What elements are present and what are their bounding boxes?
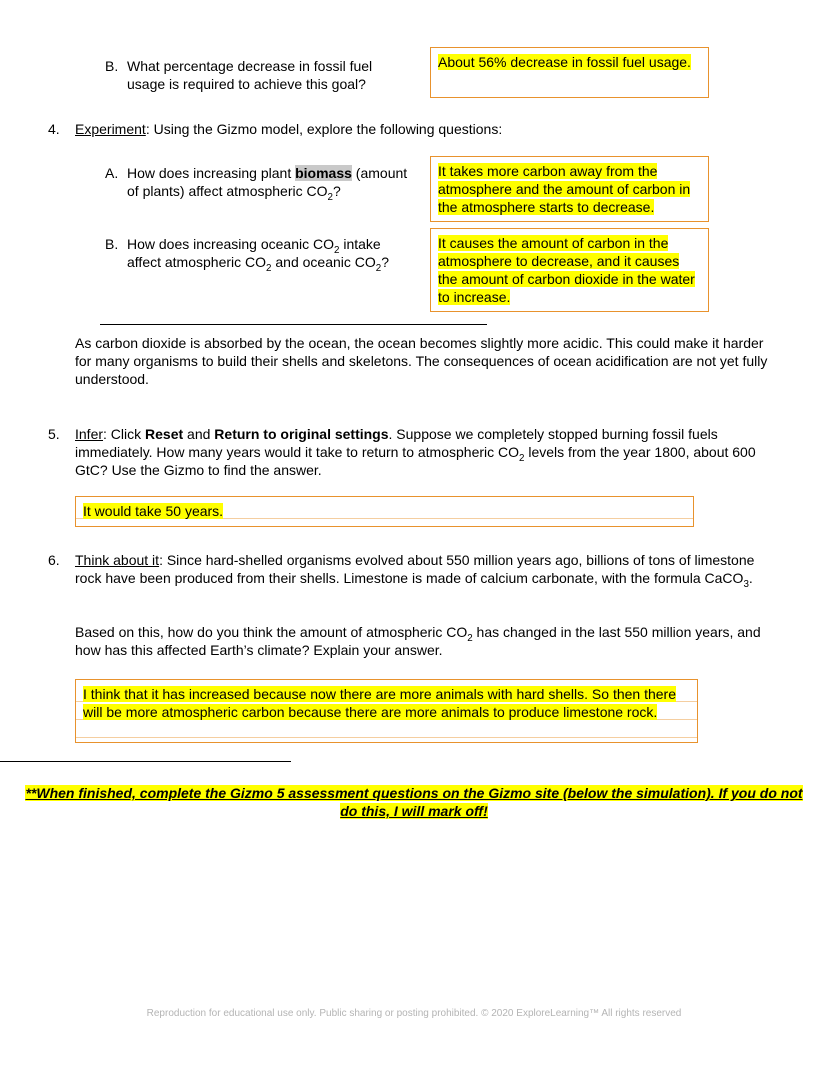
answer-box-4b[interactable] xyxy=(430,228,709,312)
question-4a-text: How does increasing plant biomass (amount of plants) affect atmospheric $CO_2$? xyxy=(127,165,408,203)
answer-5-text: It would take 50 years. xyxy=(83,503,224,519)
question-5 xyxy=(48,425,782,479)
question-4b xyxy=(105,235,417,274)
question-4b-text: How does increasing oceanic $CO_2$ intake affect atmospheric $CO_2$ and oceanic $CO_2$? xyxy=(127,236,390,274)
question-4b-label: B. xyxy=(105,236,119,252)
answer-box-5[interactable] xyxy=(75,496,694,527)
question-6-followup: Based on this, how do you think the amount of atmospheric $CO_2$ has changed in the last 550 million years, and how has this affected Earth’s climate? Explain your answer. xyxy=(75,624,761,658)
fill-in-line-1 xyxy=(100,324,487,325)
question-4a xyxy=(105,164,417,203)
question-4a-label: A. xyxy=(105,165,119,181)
question-3b-text: What percentage decrease in fossil fuel usage is required to achieve this goal? xyxy=(127,58,373,92)
question-3b xyxy=(105,57,410,93)
answer-4a-text: It takes more carbon away from the atmosphere and the amount of carbon in the atmosphere starts to decrease. xyxy=(438,163,691,215)
fill-in-line-2 xyxy=(0,761,291,762)
question-6 xyxy=(48,551,782,590)
answer-4b-text: It causes the amount of carbon in the atmosphere to decrease, and it causes the amount of carbon dioxide in the water to increase. xyxy=(438,235,695,305)
answer-box-6[interactable] xyxy=(75,679,698,743)
final-instruction-text: **When finished, complete the Gizmo 5 assessment questions on the Gizmo site (below the simulation). If you do not do this, I will mark off! xyxy=(25,785,803,819)
question-4 xyxy=(48,120,778,138)
question-6-text: Think about it: Since hard-shelled organisms evolved about 550 million years ago, billions of tons of limestone rock have been produced from their shells. Limestone is made of calcium carbonate, with the formula CaCO$_3$. xyxy=(75,552,755,590)
question-4-number: 4. xyxy=(48,121,60,137)
answer-box-3b[interactable] xyxy=(430,47,709,98)
question-5-text: Infer: Click Reset and Return to original settings. Suppose we completely stopped burning fossil fuels immediately. How many years would it take to return to atmospheric $CO_2$ levels from the year 1800, about 600 GtC? Use the Gizmo to find the answer. xyxy=(75,426,756,478)
question-5-number: 5. xyxy=(48,426,60,442)
question-4-text: Experiment: Using the Gizmo model, explore the following questions: xyxy=(75,121,503,137)
ocean-acidification-note: As carbon dioxide is absorbed by the ocean, the ocean becomes slightly more acidic. This could make it harder for many organisms to build their shells and skeletons. The consequences of ocean acidification are not yet fully understood. xyxy=(75,335,768,387)
copyright-footer: Reproduction for educational use only. Public sharing or posting prohibited. © 2020 ExploreLearning™ All rights reserved xyxy=(146,1008,682,1019)
final-instruction xyxy=(20,784,808,820)
question-3b-label: B. xyxy=(105,58,119,74)
question-6-number: 6. xyxy=(48,552,60,568)
answer-3b-text: About 56% decrease in fossil fuel usage. xyxy=(438,54,691,70)
answer-6-text: I think that it has increased because now there are more animals with hard shells. So then there will be more atmospheric carbon because there are more animals to produce limestone rock. xyxy=(83,686,676,720)
answer-box-4a[interactable] xyxy=(430,156,709,222)
